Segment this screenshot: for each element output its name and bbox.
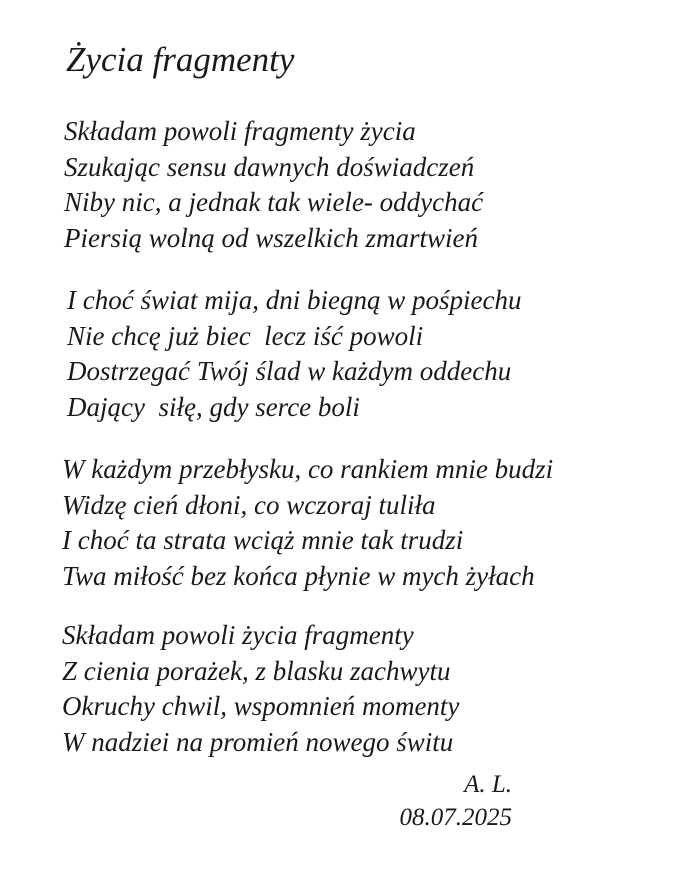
poem-line: Składam powoli życia fragmenty xyxy=(62,620,414,650)
poem-line: I choć ta strata wciąż mnie tak trudzi xyxy=(62,525,464,555)
poem-title: Życia fragmenty xyxy=(66,40,295,79)
poem-line: Dostrzegać Twój ślad w każdym oddechu xyxy=(67,356,512,386)
poem-line: Składam powoli fragmenty życia xyxy=(64,116,416,146)
poem-line: Szukając sensu dawnych doświadczeń xyxy=(64,151,475,182)
poem-date: 08.07.2025 xyxy=(399,804,512,831)
poem-line: W każdym przebłysku, co rankiem mnie budzi xyxy=(62,454,554,484)
signature-block xyxy=(300,768,512,834)
poem-line: Twa miłość bez końca płynie w mych żyłach xyxy=(62,560,535,591)
stanza-4 xyxy=(62,618,459,760)
poem-line: I choć świat mija, dni biegną w pośpiechu xyxy=(67,285,522,315)
stanza-3 xyxy=(62,452,553,594)
poem-line: Nie chcę już biec lecz iść powoli xyxy=(67,320,424,351)
stanza-2 xyxy=(67,283,521,425)
poem-line: W nadziei na promień nowego świtu xyxy=(62,726,454,757)
poem-line: Piersią wolną od wszelkich zmartwień xyxy=(64,222,478,253)
poem-line: Z cienia porażek, z blasku zachwytu xyxy=(62,655,451,686)
stanza-1 xyxy=(64,114,483,256)
author-initials: A. L. xyxy=(464,771,512,798)
poem-line: Niby nic, a jednak tak wiele- oddychać xyxy=(64,187,484,217)
poem-line: Dający siłę, gdy serce boli xyxy=(67,391,360,422)
poem-line: Widzę cień dłoni, co wczoraj tuliła xyxy=(62,489,436,520)
poem-line: Okruchy chwil, wspomnień momenty xyxy=(62,691,460,721)
